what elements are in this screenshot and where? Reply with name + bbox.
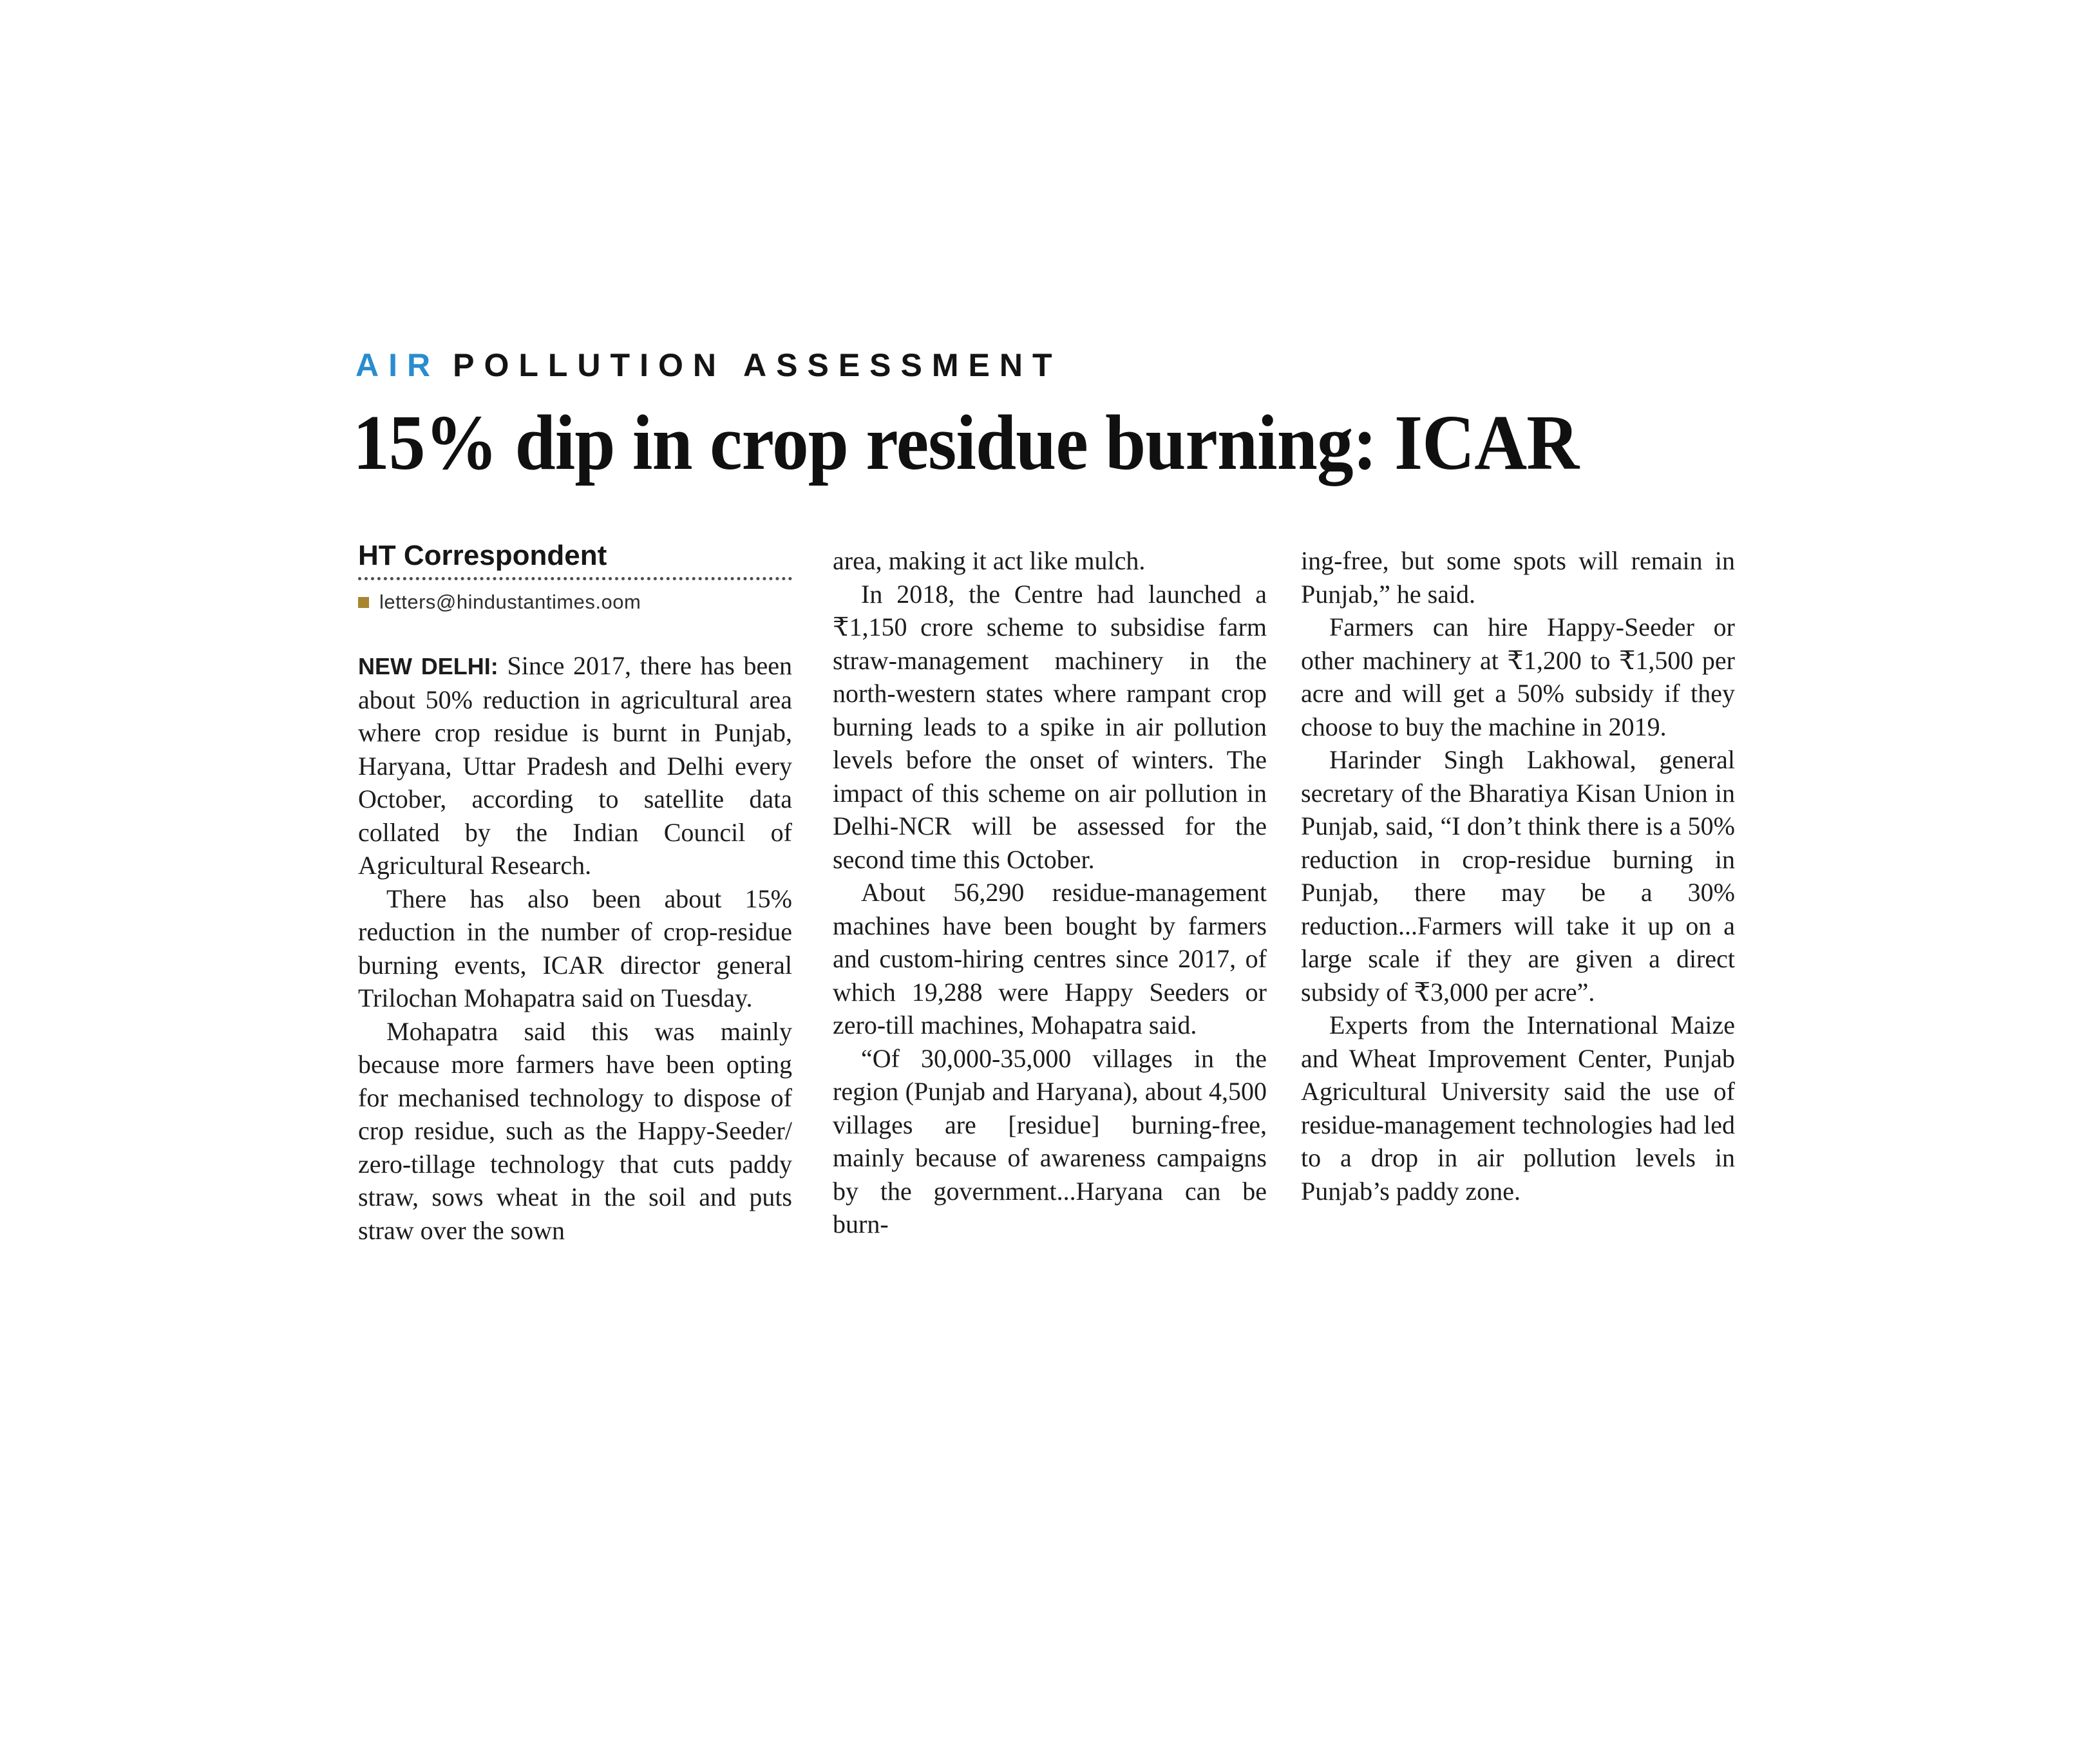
kicker-highlight: AIR [355,347,441,383]
article-paragraph: Farmers can hire Happy-Seeder or other machinery at ₹1,200 to ₹1,500 per acre and will get a 50% subsidy if they choose to buy the machine in 2019. [1301,612,1735,741]
kicker-rest: POLLUTION ASSESSMENT [453,347,1062,383]
article-paragraph: Experts from the International Maize and Wheat Improvement Center, Punjab Agricultural University said the use of residue-management technologies had led to a drop in air pollution levels in Punjab’s paddy zone. [1301,1010,1735,1206]
article-paragraph: Mohapatra said this was mainly because more farmers have been opting for mechanised technology to dispose of crop residue, such as the Happy-Seeder/ zero-tillage technology that cuts paddy straw, sows wheat in the soil and puts straw over the sown [358,1016,792,1245]
article-column-3 [1301,544,1735,1208]
article-paragraph: There has also been about 15% reduction in the number of crop-residue burning events, ICAR director general Trilochan Mohapatra said on Tuesday. [358,884,792,1012]
article-paragraph: In 2018, the Centre had launched a ₹1,150 crore scheme to subsidise farm straw-management machinery in the north-western states where rampant crop burning leads to a spike in air pollution levels before the onset of winters. The impact of this scheme on air pollution in Delhi-NCR will be assessed for the second time this October. [833,579,1267,874]
article-paragraph: Harinder Singh Lakhowal, general secretary of the Bharatiya Kisan Union in Punjab, said, “I don’t think there is a 50% reduction in crop-residue burning in Punjab, there may be a 30% reduction...Farmers will take it up on a large scale if they are given a direct subsidy of ₹3,000 per acre”. [1301,745,1735,1007]
headline: 15% dip in crop residue burning: ICAR [353,399,1579,486]
article-paragraph: “Of 30,000-35,000 villages in the region (Punjab and Haryana), about 4,500 villages are [residue] burning-free, mainly because of awareness campaigns by the government...Haryana can be burn- [833,1043,1267,1238]
article-paragraph: area, making it act like mulch. [833,546,1146,575]
article-column-2 [833,544,1267,1241]
byline-block [358,540,792,614]
byline-email-row [358,591,792,614]
dateline: NEW DELHI: [358,653,507,679]
article-paragraph: About 56,290 residue-management machines have been bought by farmers and custom-hiring centres since 2017, of which 19,288 were Happy Seeders or zero-till machines, Mohapatra said. [833,878,1267,1039]
dotted-rule [358,577,792,580]
article-column-1 [358,649,792,1247]
byline-email: letters@hindustantimes.oom [379,591,641,613]
byline: HT Correspondent [358,540,607,571]
article-paragraph: NEW DELHI: Since 2017, there has been about 50% reduction in agricultural area where crop residue is burnt in Punjab, Haryana, Uttar Pradesh and Delhi every October, according to satellite data collated by the Indian Council of Agricultural Research. [358,651,793,880]
article-paragraph: ing-free, but some spots will remain in Punjab,” he said. [1301,546,1735,609]
kicker [355,346,1062,384]
square-bullet-icon [358,597,369,608]
